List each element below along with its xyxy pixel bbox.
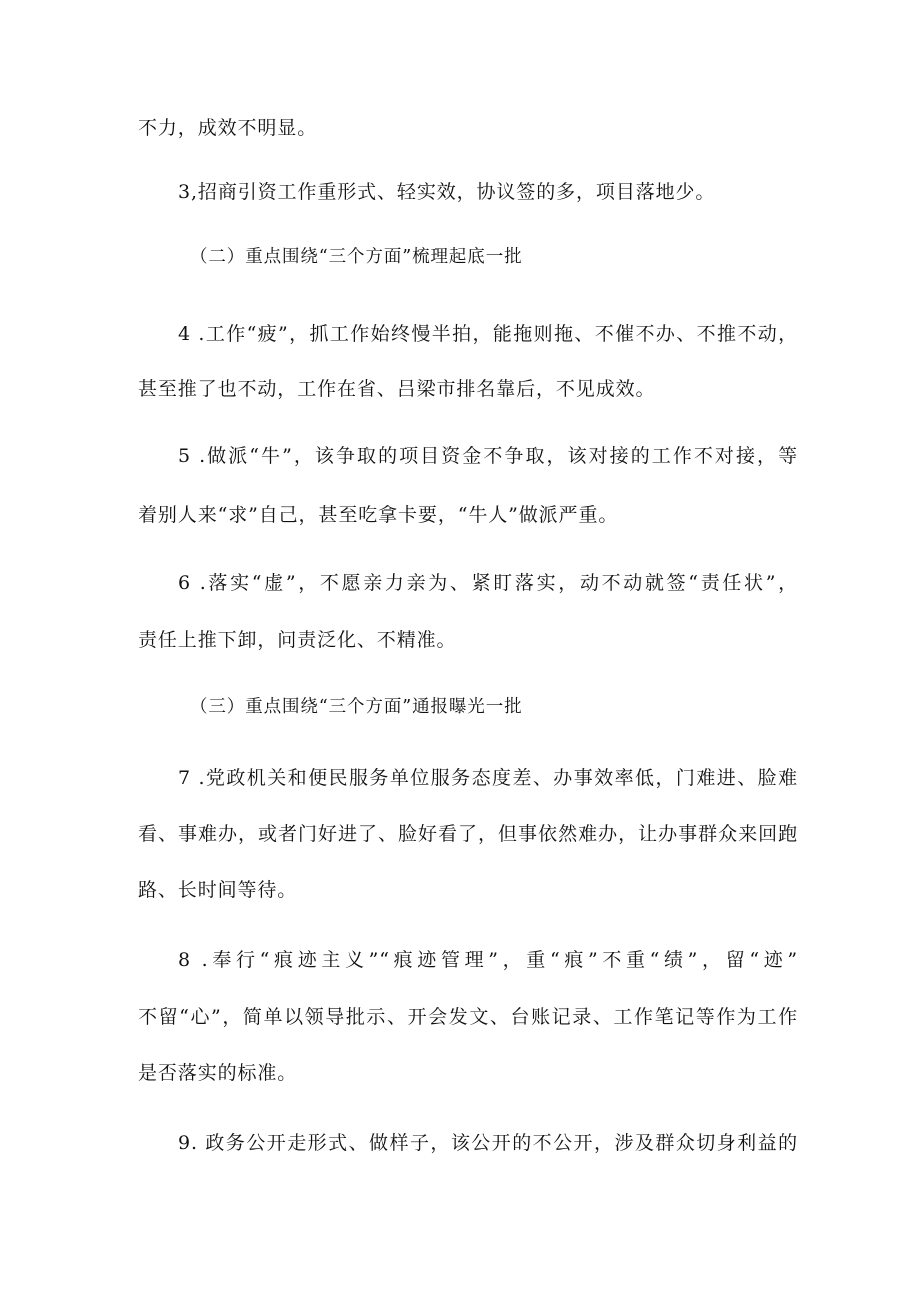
text-line-item-4-cont: 甚至推了也不动，工作在省、吕梁市排名靠后，不见成效。 — [138, 378, 656, 400]
text-line-continuation: 不力，成效不明显。 — [138, 117, 318, 139]
text-line-item-4: 4 .工作“疲”，抓工作始终慢半拍，能拖则拖、不催不办、不推不动， — [178, 323, 798, 345]
text-line-item-8: 8 .奉行“痕迹主义”“痕迹管理”，重“痕”不重“绩”，留“迹” — [178, 949, 798, 971]
text-line-item-5: 5 .做派“牛”，该争取的项目资金不争取，该对接的工作不对接，等 — [178, 445, 798, 467]
section-heading-2: （二）重点围绕“三个方面”梳理起底一批 — [190, 247, 523, 267]
text-line-item-6: 6 .落实“虚”，不愿亲力亲为、紧盯落实，动不动就签“责任状”， — [178, 572, 798, 594]
text-line-item-8-cont-1: 不留“心”，简单以领导批示、开会发文、台账记录、工作笔记等作为工作 — [138, 1006, 798, 1028]
text-line-item-7-cont-2: 路、长时间等待。 — [138, 879, 298, 901]
section-heading-3: （三）重点围绕“三个方面”通报曝光一批 — [190, 697, 523, 717]
text-line-item-6-cont: 责任上推下卸，问责泛化、不精准。 — [138, 629, 457, 651]
text-line-item-7-cont-1: 看、事难办，或者门好进了、脸好看了，但事依然难办，让办事群众来回跑 — [138, 823, 798, 845]
text-line-item-8-cont-2: 是否落实的标准。 — [138, 1062, 298, 1084]
text-line-item-3: 3,招商引资工作重形式、轻实效，协议签的多，项目落地少。 — [178, 181, 716, 203]
text-line-item-9: 9. 政务公开走形式、做样子，该公开的不公开，涉及群众切身利益的 — [178, 1132, 798, 1154]
text-line-item-5-cont: 着别人来“求”自己，甚至吃拿卡要，“牛人”做派严重。 — [138, 504, 619, 526]
text-line-item-7: 7 .党政机关和便民服务单位服务态度差、办事效率低，门难进、脸难 — [178, 767, 798, 789]
